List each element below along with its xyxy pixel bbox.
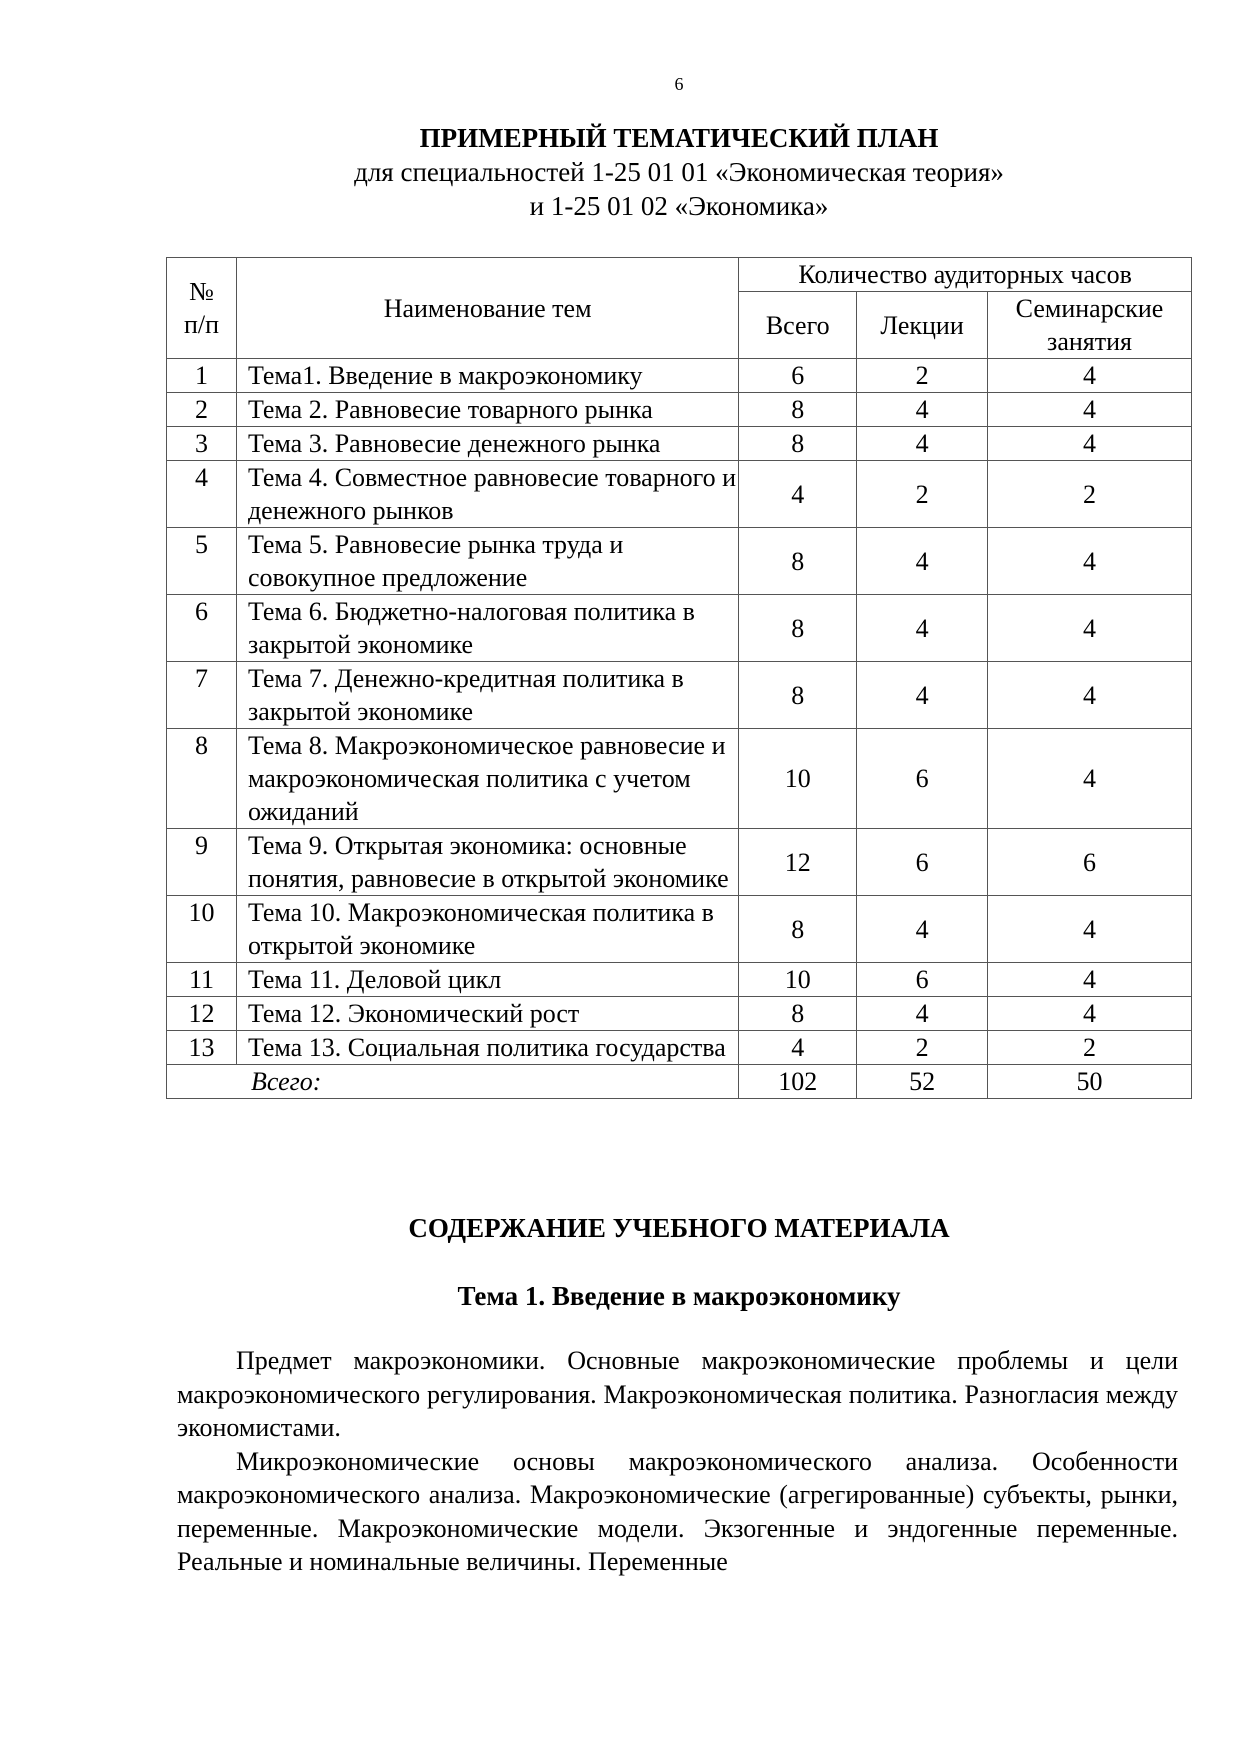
row-name: Тема 6. Бюджетно-налоговая политика в закрытой экономике bbox=[236, 595, 738, 662]
row-num: 5 bbox=[167, 528, 237, 595]
row-name: Тема 8. Макроэкономическое равновесие и макроэкономическая политика с учетом ожиданий bbox=[236, 729, 738, 829]
table-totals-row bbox=[167, 1065, 1192, 1099]
row-num: 3 bbox=[167, 427, 237, 461]
topic-title: Тема 1. Введение в макроэкономику bbox=[457, 1281, 901, 1311]
row-lectures: 2 bbox=[857, 359, 988, 393]
table-row bbox=[167, 896, 1192, 963]
totals-total: 102 bbox=[739, 1065, 857, 1099]
table-row bbox=[167, 359, 1192, 393]
totals-seminars: 50 bbox=[988, 1065, 1192, 1099]
paragraph: Микроэкономические основы макроэкономического анализа. Особенности макроэкономического анализа. Макроэкономические (агрегированные) субъекты, рынки, переменные. Макроэкономические модели. Экзогенные и эндогенные переменные. Реальные и номинальные величины. Переменные bbox=[177, 1446, 1178, 1576]
row-name: Тема1. Введение в макроэкономику bbox=[236, 359, 738, 393]
table-row bbox=[167, 461, 1192, 528]
header-lectures: Лекции bbox=[857, 292, 988, 359]
document-title: ПРИМЕРНЫЙ ТЕМАТИЧЕСКИЙ ПЛАН bbox=[419, 123, 939, 153]
row-seminars: 4 bbox=[988, 896, 1192, 963]
row-seminars: 4 bbox=[988, 997, 1192, 1031]
row-name: Тема 2. Равновесие товарного рынка bbox=[236, 393, 738, 427]
row-seminars: 4 bbox=[988, 427, 1192, 461]
row-lectures: 4 bbox=[857, 427, 988, 461]
row-total: 8 bbox=[739, 528, 857, 595]
row-lectures: 6 bbox=[857, 729, 988, 829]
row-total: 8 bbox=[739, 393, 857, 427]
row-total: 8 bbox=[739, 427, 857, 461]
header-total: Всего bbox=[739, 292, 857, 359]
row-total: 8 bbox=[739, 997, 857, 1031]
row-total: 4 bbox=[739, 1031, 857, 1065]
table-row bbox=[167, 528, 1192, 595]
row-num: 11 bbox=[167, 963, 237, 997]
row-num: 9 bbox=[167, 829, 237, 896]
row-num: 2 bbox=[167, 393, 237, 427]
row-total: 6 bbox=[739, 359, 857, 393]
row-lectures: 2 bbox=[857, 1031, 988, 1065]
row-num: 10 bbox=[167, 896, 237, 963]
row-lectures: 6 bbox=[857, 963, 988, 997]
table-row bbox=[167, 829, 1192, 896]
header-hours-group: Количество аудиторных часов bbox=[739, 258, 1192, 292]
totals-label: Всего: bbox=[167, 1065, 739, 1099]
document-subtitle-line-2: и 1-25 01 02 «Экономика» bbox=[529, 191, 829, 221]
row-num: 6 bbox=[167, 595, 237, 662]
page-number: 6 bbox=[674, 74, 684, 94]
row-lectures: 6 bbox=[857, 829, 988, 896]
row-name: Тема 7. Денежно-кредитная политика в закрытой экономике bbox=[236, 662, 738, 729]
row-name: Тема 13. Социальная политика государства bbox=[236, 1031, 738, 1065]
header-seminars: Семинарские занятия bbox=[988, 292, 1192, 359]
row-seminars: 6 bbox=[988, 829, 1192, 896]
row-num: 8 bbox=[167, 729, 237, 829]
row-seminars: 4 bbox=[988, 528, 1192, 595]
row-lectures: 4 bbox=[857, 997, 988, 1031]
totals-lectures: 52 bbox=[857, 1065, 988, 1099]
table-row bbox=[167, 427, 1192, 461]
row-seminars: 4 bbox=[988, 393, 1192, 427]
row-seminars: 4 bbox=[988, 729, 1192, 829]
row-seminars: 4 bbox=[988, 595, 1192, 662]
row-num: 4 bbox=[167, 461, 237, 528]
table-row bbox=[167, 393, 1192, 427]
row-name: Тема 12. Экономический рост bbox=[236, 997, 738, 1031]
document-header bbox=[166, 121, 1192, 223]
paragraph: Предмет макроэкономики. Основные макроэкономические проблемы и цели макроэкономического регулирования. Макроэкономическая политика. Разногласия между экономистами. bbox=[177, 1346, 1178, 1442]
row-seminars: 2 bbox=[988, 461, 1192, 528]
row-lectures: 4 bbox=[857, 662, 988, 729]
table-row bbox=[167, 662, 1192, 729]
row-name: Тема 9. Открытая экономика: основные понятия, равновесие в открытой экономике bbox=[236, 829, 738, 896]
row-lectures: 4 bbox=[857, 393, 988, 427]
table-header-row bbox=[167, 258, 1192, 292]
row-name: Тема 4. Совместное равновесие товарного и денежного рынков bbox=[236, 461, 738, 528]
table-row bbox=[167, 997, 1192, 1031]
thematic-plan-table bbox=[166, 257, 1192, 1099]
header-name: Наименование тем bbox=[236, 258, 738, 359]
row-num: 1 bbox=[167, 359, 237, 393]
header-num: № п/п bbox=[167, 258, 237, 359]
row-seminars: 4 bbox=[988, 359, 1192, 393]
row-num: 12 bbox=[167, 997, 237, 1031]
row-name: Тема 5. Равновесие рынка труда и совокупное предложение bbox=[236, 528, 738, 595]
row-seminars: 4 bbox=[988, 662, 1192, 729]
table-row bbox=[167, 595, 1192, 662]
row-num: 13 bbox=[167, 1031, 237, 1065]
row-name: Тема 11. Деловой цикл bbox=[236, 963, 738, 997]
row-lectures: 4 bbox=[857, 595, 988, 662]
row-lectures: 4 bbox=[857, 528, 988, 595]
row-seminars: 2 bbox=[988, 1031, 1192, 1065]
row-name: Тема 10. Макроэкономическая политика в открытой экономике bbox=[236, 896, 738, 963]
row-seminars: 4 bbox=[988, 963, 1192, 997]
section-title: СОДЕРЖАНИЕ УЧЕБНОГО МАТЕРИАЛА bbox=[408, 1213, 950, 1243]
row-total: 8 bbox=[739, 595, 857, 662]
body-text bbox=[177, 1344, 1178, 1579]
table-row bbox=[167, 963, 1192, 997]
table-row bbox=[167, 1031, 1192, 1065]
table-row bbox=[167, 729, 1192, 829]
row-lectures: 4 bbox=[857, 896, 988, 963]
row-total: 10 bbox=[739, 729, 857, 829]
row-total: 8 bbox=[739, 896, 857, 963]
row-name: Тема 3. Равновесие денежного рынка bbox=[236, 427, 738, 461]
row-total: 8 bbox=[739, 662, 857, 729]
row-total: 4 bbox=[739, 461, 857, 528]
row-lectures: 2 bbox=[857, 461, 988, 528]
row-total: 12 bbox=[739, 829, 857, 896]
row-total: 10 bbox=[739, 963, 857, 997]
row-num: 7 bbox=[167, 662, 237, 729]
document-subtitle-line-1: для специальностей 1-25 01 01 «Экономическая теория» bbox=[354, 157, 1004, 187]
